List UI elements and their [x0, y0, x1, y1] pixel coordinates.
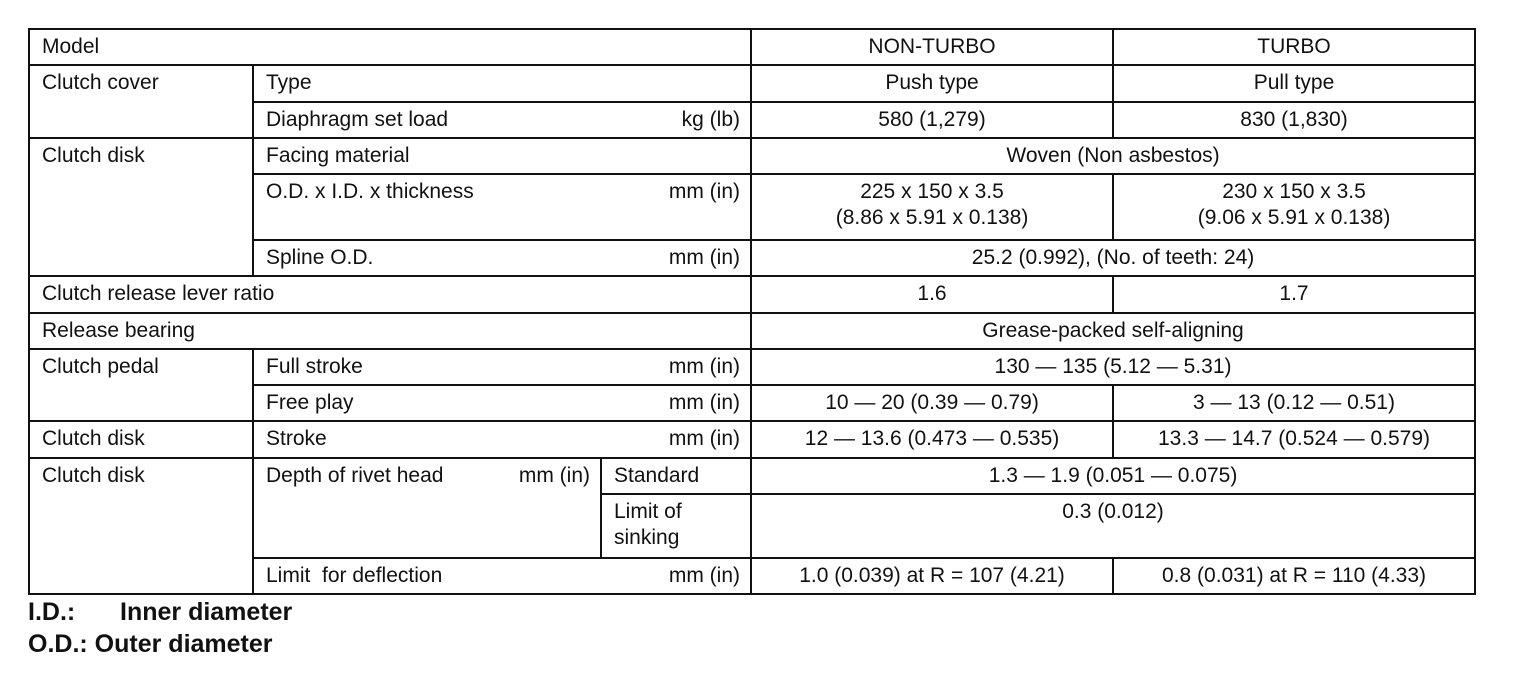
value-both: 25.2 (0.992), (No. of teeth: 24) — [751, 240, 1475, 276]
item-unit: mm (in) — [518, 463, 590, 487]
note-text: Outer diameter — [94, 630, 273, 658]
item-type — [253, 65, 751, 101]
value-non-turbo: 12 — 13.6 (0.473 — 0.535) — [751, 421, 1113, 457]
value-non-turbo: Push type — [751, 65, 1113, 101]
note-label: I.D.: — [28, 598, 76, 626]
row-label-clutch-disk: Clutch disk — [29, 421, 253, 457]
value-line-1: 230 x 150 x 3.5 — [1222, 180, 1366, 203]
value-non-turbo: 10 — 20 (0.39 — 0.79) — [751, 385, 1113, 421]
header-model: Model — [29, 29, 751, 65]
value-both: 1.3 — 1.9 (0.051 — 0.075) — [751, 458, 1475, 494]
item-label: Full stroke — [266, 354, 363, 378]
row-label-release-bearing: Release bearing — [29, 313, 751, 349]
table-row — [29, 276, 1475, 312]
item-unit: mm (in) — [668, 180, 741, 203]
header-turbo: TURBO — [1113, 29, 1475, 65]
table-row — [29, 138, 1475, 174]
row-label-clutch-pedal: Clutch pedal — [29, 349, 253, 422]
item-unit: mm (in) — [668, 354, 741, 378]
value-line-2: (9.06 x 5.91 x 0.138) — [1197, 206, 1391, 230]
table-header-row — [29, 29, 1475, 65]
value-turbo: 0.8 (0.031) at R = 110 (4.33) — [1113, 558, 1475, 594]
value-turbo — [1113, 174, 1475, 240]
value-both: Grease-packed self-aligning — [751, 313, 1475, 349]
item-label: O.D. x I.D. x thickness — [266, 180, 474, 203]
item-unit: mm (in) — [668, 246, 741, 269]
note-od — [28, 628, 292, 660]
item-label: Depth of rivet head — [266, 463, 444, 487]
value-non-turbo: 1.6 — [751, 276, 1113, 312]
value-line-2: (8.86 x 5.91 x 0.138) — [835, 206, 1029, 230]
item-spline — [253, 240, 751, 276]
value-turbo: 3 — 13 (0.12 — 0.51) — [1113, 385, 1475, 421]
item-label: Free play — [266, 391, 354, 414]
item-unit: mm (in) — [668, 427, 741, 451]
note-label: O.D.: — [28, 630, 88, 658]
item-label: Limit for deflection — [266, 563, 443, 587]
item-deflection — [253, 558, 751, 594]
item-unit: kg (lb) — [681, 107, 741, 131]
item-limit-of-sinking: Limit of sinking — [601, 494, 751, 558]
abbreviation-notes — [28, 596, 292, 660]
value-turbo: 13.3 — 14.7 (0.524 — 0.579) — [1113, 421, 1475, 457]
item-unit: mm (in) — [668, 563, 741, 587]
row-label-clutch-disk: Clutch disk — [29, 458, 253, 595]
table-row — [29, 65, 1475, 101]
item-free-play — [253, 385, 751, 421]
value-both: 130 — 135 (5.12 — 5.31) — [751, 349, 1475, 385]
item-od-id — [253, 174, 751, 240]
value-both: 0.3 (0.012) — [751, 494, 1475, 558]
value-non-turbo: 1.0 (0.039) at R = 107 (4.21) — [751, 558, 1113, 594]
value-non-turbo — [751, 174, 1113, 240]
item-facing: Facing material — [253, 138, 751, 174]
clutch-spec-table — [28, 28, 1476, 595]
item-standard: Standard — [601, 458, 751, 494]
header-non-turbo: NON-TURBO — [751, 29, 1113, 65]
value-turbo: 1.7 — [1113, 276, 1475, 312]
value-turbo: Pull type — [1113, 65, 1475, 101]
row-label-clutch-cover: Clutch cover — [29, 65, 253, 138]
item-label: Diaphragm set load — [266, 107, 449, 131]
item-label: Spline O.D. — [266, 246, 374, 269]
item-unit: mm (in) — [668, 391, 741, 414]
note-text: Inner diameter — [120, 598, 293, 626]
item-diaphragm — [253, 102, 751, 138]
item-full-stroke — [253, 349, 751, 385]
item-rivet — [253, 458, 601, 558]
row-label-release-lever: Clutch release lever ratio — [29, 276, 751, 312]
table-row — [29, 421, 1475, 457]
value-both: Woven (Non asbestos) — [751, 138, 1475, 174]
value-line-1: 225 x 150 x 3.5 — [860, 180, 1004, 203]
value-non-turbo: 580 (1,279) — [751, 102, 1113, 138]
table-row — [29, 313, 1475, 349]
note-id — [28, 596, 292, 628]
row-label-clutch-disk: Clutch disk — [29, 138, 253, 277]
item-label: Stroke — [266, 427, 327, 451]
item-label: Type — [266, 71, 312, 95]
item-stroke — [253, 421, 751, 457]
value-turbo: 830 (1,830) — [1113, 102, 1475, 138]
table-row — [29, 349, 1475, 385]
table-row — [29, 458, 1475, 494]
